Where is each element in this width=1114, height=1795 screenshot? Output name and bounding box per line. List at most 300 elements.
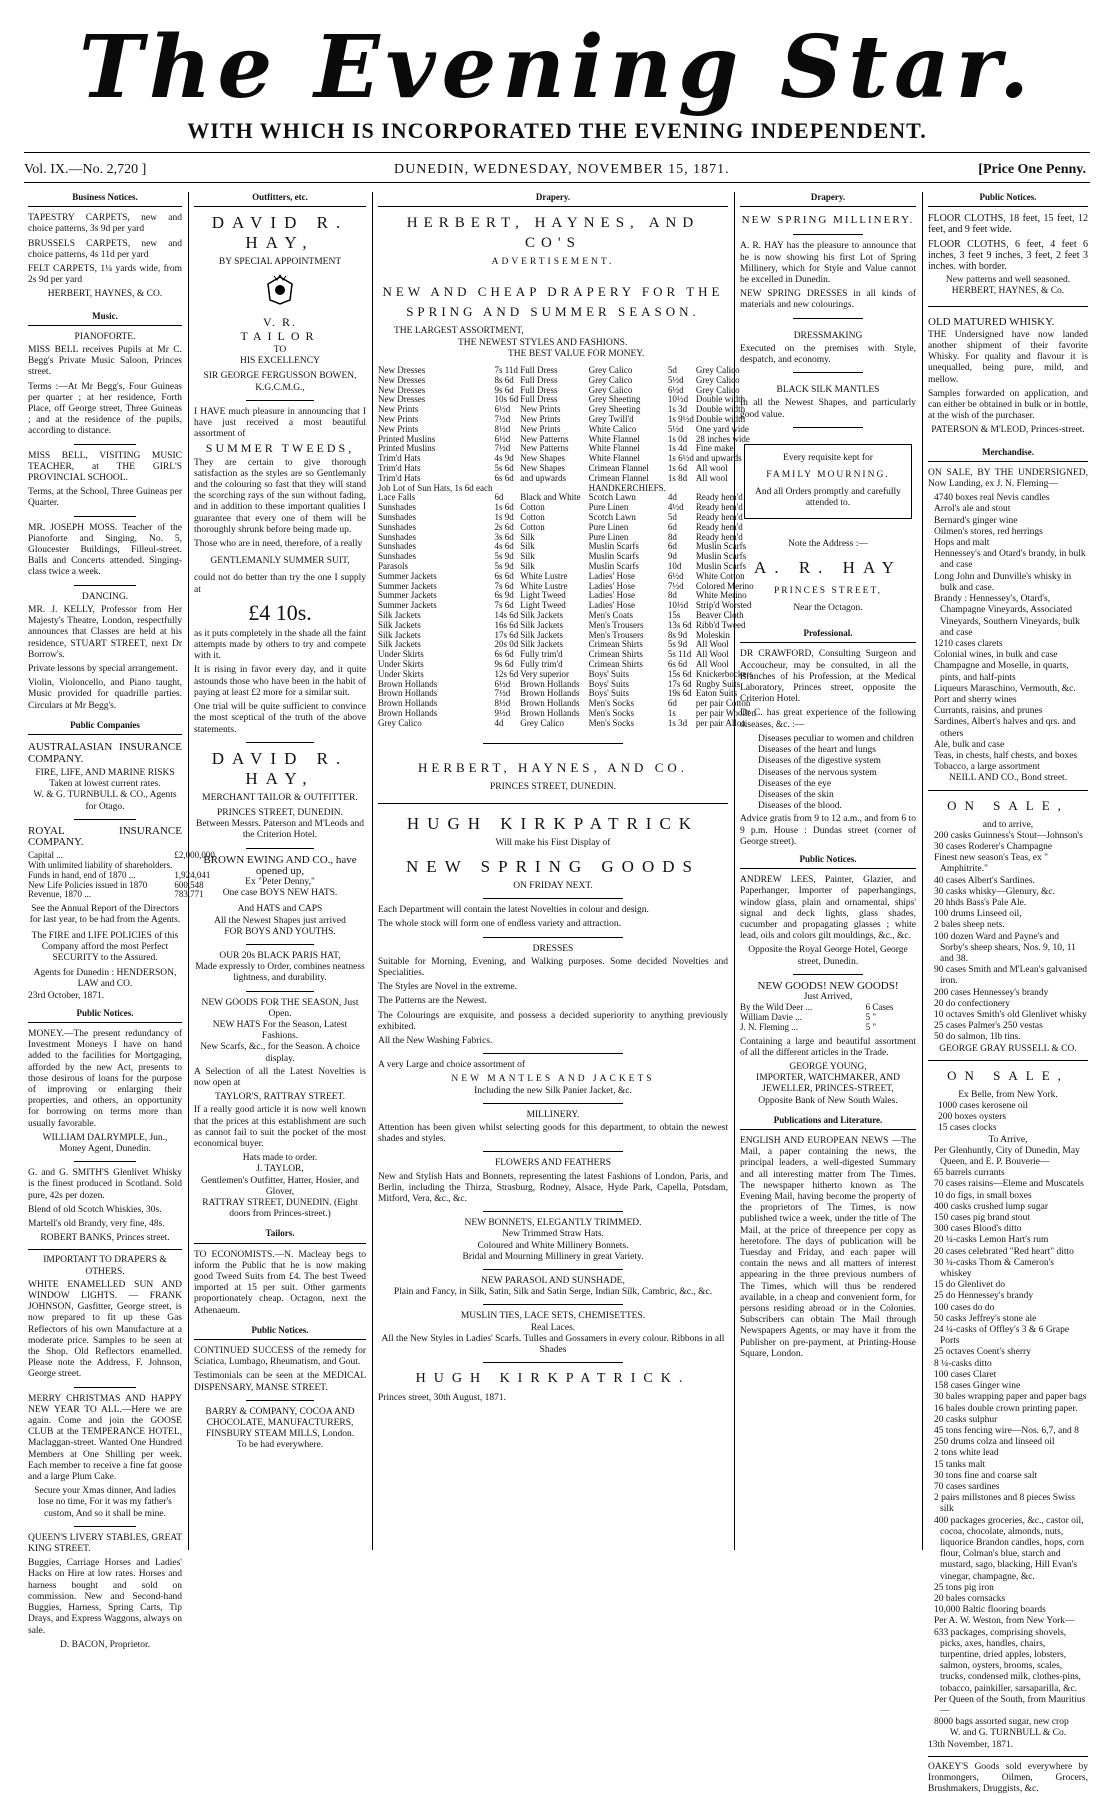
royal-cipher: V. R. — [262, 314, 298, 329]
ad-heading: PIANOFORTE. — [74, 331, 136, 342]
ad-text: THE NEWEST STYLES AND FASHIONS. — [458, 337, 628, 348]
ad-text: Will make his First Display of — [495, 837, 611, 848]
table-cell: 10½d — [667, 394, 689, 405]
table-cell: Cotton — [520, 502, 545, 513]
table-cell: 7s 6d — [494, 580, 514, 591]
table-cell: Silk Jackets — [520, 619, 564, 630]
table-cell: Trim'd Hats — [378, 453, 421, 464]
divider — [483, 1362, 623, 1363]
table-cell: Ready hem'd — [695, 521, 743, 532]
ad-text: Including the new Silk Panier Jacket, &c. — [474, 1085, 632, 1096]
table-cell: 1s — [667, 707, 676, 718]
ad-heading: FLOWERS AND FEATHERS — [494, 1158, 612, 1169]
table-cell: Silk Jackets — [378, 609, 421, 620]
table-cell: Brown Hollands — [378, 678, 438, 689]
list-item: 25 octaves Coent's sherry — [934, 1347, 1031, 1358]
divider — [74, 1387, 136, 1388]
table-cell: White Merino — [695, 590, 747, 601]
table-cell: Silk — [520, 541, 535, 552]
table-cell: 6s 6d — [494, 649, 514, 660]
table-cell: Ribb'd Tweed — [695, 619, 746, 630]
ad-text: New and Stylish Hats and Bonnets, representing the latest Fashions of London, Paris, and Berlin, including the Thirza, Strasburg, Rodney, Alsace, Hyde Park, Capella, Potsdam, Mitford, Vera, &c., &c. — [378, 1171, 728, 1204]
advertiser-signature: HUGH KIRKPATRICK. — [415, 1371, 691, 1387]
column-2 — [194, 190, 366, 1550]
list-item: 4740 boxes real Nevis candles — [934, 493, 1050, 504]
list-item: 2 bales sheep nets. — [934, 920, 1005, 931]
table-cell: Men's Socks — [588, 717, 634, 728]
table-cell: 1s 6d — [494, 502, 514, 513]
painter-ad: ANDREW LEES, Painter, Glazier, and Paperhanger, Importer of paperhangings, window glass, plain and ornamental, ships' signal and deck lights, glass shades, cucumber and propagating glasses ; white lead, oils and colors gilt mouldings, &c., &c. — [740, 875, 916, 942]
whisky-ad: Samples forwarded on application, and can either be obtained in bulk or in bottle, at the wish of the purchaser. — [928, 388, 1088, 422]
ad-heading: DAVID R. HAY, — [211, 213, 349, 253]
divider — [483, 898, 623, 899]
dateline-rule — [24, 182, 1090, 183]
merchandise-list — [938, 1101, 1088, 1135]
list-item: Per A. W. Weston, from New York— — [934, 1616, 1075, 1627]
divider — [928, 790, 1088, 791]
music-ad: Terms :—At Mr Begg's, Four Guineas per quarter ; at her residence, Forth Place, off George street, Three Guineas ; and at the residence of the pupils, according to distance. — [28, 381, 182, 437]
table-cell: Brown Hollands — [520, 707, 580, 718]
dancing-ad: Violin, Violoncello, and Piano taught, Music provided for quadrille parties. Circulars at Mr Begg's. — [28, 678, 182, 711]
table-cell: and upwards — [695, 453, 742, 464]
table-cell: White Flannel — [588, 453, 640, 464]
whisky-ad: Blend of old Scotch Whiskies, 30s. — [28, 1204, 162, 1215]
list-item: Per Glenhuntly, City of Dunedin, May Queen, and E. P. Bouverie— — [934, 1145, 1080, 1168]
list-item: Tobacco, a large assortment — [934, 762, 1040, 773]
news-ad: ENGLISH AND EUROPEAN NEWS —The Mail, a paper containing the news, the principal leaders, a well-digested Summary and all interesting matter from The Times. The newspaper hitherto known as The Evening Mail, having become the property of the proprietors of The Times, is now published twice a week, under the title of The Mail, at the price of threepence per copy as heretofore. The days of publication will be Tuesday and Friday, and each paper will contain the news and all matters of interest appearing in the three previous numbers of The Times, which will thus be rendered available, in a cheap and convenient form, for persons residing abroad or in the Colonies. Subscribers can obtain The Mail through Newspapers Agents, or may have it from the Publisher on pre-payment, at Printing-House Square, London. — [740, 1135, 916, 1359]
table-cell: Brown Hollands — [378, 707, 438, 718]
section-heading: Music. — [28, 309, 182, 326]
ad-text: Those who are in need, therefore, of a really — [194, 539, 363, 550]
list-item: Liqueurs Maraschino, Vermouth, &c. — [934, 683, 1076, 694]
issue-date: DUNEDIN, WEDNESDAY, NOVEMBER 15, 1871. — [394, 162, 730, 177]
table-cell: 10s 6d — [494, 394, 519, 405]
price-list-left — [378, 366, 583, 728]
table-cell: Trim'd Hats — [378, 472, 421, 483]
table-row — [589, 719, 758, 729]
ad-text: Ex Belle, from New York. — [958, 1089, 1058, 1100]
ad-heading: FAMILY MOURNING. — [766, 470, 890, 481]
section-heading: Public Notices. — [928, 190, 1088, 207]
table-cell: Summer Jackets — [378, 580, 437, 591]
table-cell: HANDKERCHIEFS. — [588, 482, 666, 493]
list-item: 45 tons fencing wire—Nos. 6,7, and 8 — [934, 1425, 1079, 1436]
table-cell: Men's Trousers — [588, 619, 644, 630]
divider — [74, 1526, 136, 1527]
list-item: Hops and malt — [934, 538, 990, 549]
table-cell: 9s 6d — [494, 658, 514, 669]
table-cell: Silk — [520, 531, 535, 542]
table-cell: Grey Sheeting — [588, 404, 641, 415]
music-ad: MR. JOSEPH MOSS. Teacher of the Pianoforte and Singing, No. 5, Gloucester Buildings, Filleul-street. Balls and Concerts attended. Singing-class twice a week. — [28, 522, 182, 578]
table-cell: Brown Hollands — [520, 688, 580, 699]
table-cell: 15s — [667, 609, 681, 620]
table-cell: 6d — [667, 521, 677, 532]
ad-text: THE BEST VALUE FOR MONEY. — [508, 348, 645, 359]
table-cell: Knickerbockers — [695, 668, 753, 679]
table-cell: 7s 11d — [494, 365, 518, 376]
table-cell: 6½d — [494, 678, 511, 689]
table-cell: Crimean Shirts — [588, 649, 643, 660]
table-cell: Strip'd Worsted — [695, 600, 752, 611]
ad-heading: GENTLEMANLY SUMMER SUIT, — [210, 556, 350, 567]
list-item: 200 boxes oysters — [938, 1112, 1007, 1123]
list-item: 2 pairs millstones and 8 pieces Swiss silk — [934, 1493, 1075, 1515]
ad-heading: ON SALE, — [947, 797, 1069, 813]
music-ad: MISS BELL receives Pupils at Mr C. Begg's Private Music Saloon, Princes street. — [28, 345, 182, 378]
advertiser-signature: PATERSON & M'LEOD, Princes-street. — [931, 425, 1085, 436]
table-cell: Brown Hollands — [378, 698, 438, 709]
section-heading: Business Notices. — [28, 190, 182, 207]
table-cell: 1s 8d — [667, 472, 688, 483]
table-cell: 2s 6d — [494, 521, 514, 532]
table-cell: Full Dress — [520, 384, 558, 395]
doctor-ad: Dr C. has great experience of the following diseases, &c. :— — [740, 708, 916, 730]
table-cell: 20s 0d — [494, 639, 519, 650]
table-cell: Lace Falls — [378, 492, 416, 503]
ad-date: 23rd October, 1871. — [28, 990, 105, 1001]
newspaper-title: The Evening Star. — [78, 17, 1036, 118]
ad-heading: NEW SPRING MILLINERY. — [741, 214, 915, 227]
ad-text: Attention has been given whilst selecting goods for this department, to obtain the newest shades and styles. — [378, 1122, 728, 1145]
divider — [483, 1103, 623, 1104]
table-cell: Men's Socks — [588, 698, 634, 709]
divider — [246, 991, 315, 992]
list-item: Teas, in chests, half chests, and boxes — [934, 750, 1078, 761]
list-item: 250 drums colza and linseed oil — [934, 1437, 1055, 1448]
table-cell: Silk Jackets — [520, 629, 564, 640]
whisky-ad: Martell's old Brandy, very fine, 48s. — [28, 1219, 165, 1229]
table-cell: White Flannel — [588, 443, 640, 454]
ad-date: 13th November, 1871. — [928, 1739, 1014, 1750]
stables-ad: Buggies, Carriage Horses and Ladies' Hacks on Hire at low rates. Horses and harness bought and sold on commission. New and Second-hand Buggies, Harness, Spring Carts, Tip Drays, and Express Waggons, always on sale. — [28, 1558, 182, 1636]
ad-text: A very Large and choice assortment of — [378, 1060, 526, 1071]
masthead — [0, 0, 1114, 190]
table-cell: and upwards — [520, 472, 567, 483]
table-cell: 9s 6d — [494, 384, 514, 395]
list-item: 16 bales double crown printing paper. — [934, 1403, 1078, 1414]
table-cell: Muslin Scarfs — [695, 560, 747, 571]
table-cell: 4d — [494, 717, 504, 728]
table-cell: 1s 6d — [667, 462, 688, 473]
ad-text: Suitable for Morning, Evening, and Walking purposes. Some decided Novelties and Specialities. — [378, 956, 728, 978]
list-item: 15 cases clocks — [938, 1123, 997, 1134]
ad-text: New Scarfs, &c., for the Season. A choice display. — [200, 1042, 360, 1064]
disease-list — [758, 734, 916, 812]
table-cell: 5d — [667, 511, 677, 522]
table-cell: Men's Trousers — [588, 629, 644, 640]
table-cell: Grey Calico — [588, 374, 633, 385]
table-cell: Silk Jackets — [520, 609, 564, 620]
ad-text: They are certain to give thorough satisfaction as the styles are so Gentlemanly and the colouring so fast that they will stand the scorching rays of the sun without fading, and in addition to these important qualities I guarantee that every one of them will be thoroughly shrunk before being made up. — [194, 457, 366, 535]
ad-text: and to arrive, — [982, 819, 1034, 830]
list-item: 30 tons fine and coarse salt — [934, 1470, 1038, 1481]
shipment-row: William Davie ... 5 " — [740, 1011, 877, 1022]
list-item: 8 ¼-casks ditto — [934, 1358, 992, 1369]
ad-text: A Selection of all the Latest Novelties is now open at — [194, 1066, 366, 1088]
table-cell: Silk — [520, 560, 535, 571]
table-cell: 5½d — [667, 374, 684, 385]
table-cell: 8½d — [494, 423, 511, 434]
table-cell: White Flannel — [588, 433, 640, 444]
list-item: 100 cases Claret — [934, 1369, 997, 1380]
advertiser-signature: WILLIAM DALRYMPLE, Jun., Money Agent, Dunedin. — [42, 1132, 168, 1154]
figure-row: New Life Policies issued in 1870 600,548 — [28, 879, 204, 890]
ad-text: The Patterns are the Newest. — [378, 996, 487, 1007]
divider — [246, 742, 315, 743]
ad-text: To Arrive, — [988, 1134, 1028, 1145]
ad-heading: DRESSES — [532, 943, 574, 954]
ad-text: The Colourings are exquisite, and possess a decided superiority to anything previously exhibited. — [378, 1010, 728, 1032]
ad-heading: NEW GOODS! NEW GOODS! — [757, 979, 899, 992]
ad-heading: NEW PARASOL AND SUNSHADE, — [481, 1275, 625, 1286]
table-cell: New Prints — [378, 423, 419, 434]
section-heading: Merchandise. — [928, 445, 1088, 462]
money-ad: MONEY.—The present redundancy of Investment Moneys I have on hand added to the facilities for Mortgaging, afforded by the new Act, presents to those desirous of loans for the purpose of improving or enlarging their properties, and others, an opportunity for borrowing on terms more than usually favorable. — [28, 1028, 182, 1129]
advertiser-signature: ROBERT BANKS, Princes street. — [40, 1233, 170, 1244]
cocoa-ad: To be had everywhere. — [236, 1440, 324, 1451]
ad-text: Made expressly to Order, combines neatness lightness, and durability. — [195, 962, 365, 984]
list-item: Colonial wines, in bulk and case — [934, 650, 1058, 661]
table-cell: Double width — [695, 394, 746, 405]
dancing-ad: Private lessons by special arrangement. — [28, 663, 178, 674]
table-cell: 4d — [667, 492, 677, 503]
table-cell: Boys' Suits — [588, 678, 629, 689]
ad-heading: A. R. HAY — [754, 557, 902, 577]
table-cell: New Prints — [378, 404, 419, 415]
carpet-ad: FELT CARPETS, 1¼ yards wide, from 2s 9d per yard — [28, 264, 182, 286]
table-cell: Grey Calico — [588, 365, 633, 376]
section-heading: Public Notices. — [28, 1006, 182, 1023]
cocoa-ad: FINSBURY STEAM MILLS, London. — [205, 1429, 355, 1440]
table-cell: 1s 9d — [494, 511, 514, 522]
table-cell: 10½d — [667, 600, 689, 611]
table-cell: 6s 6d — [494, 472, 514, 483]
section-heading: Tailors. — [194, 1226, 366, 1243]
figure-row: Capital ... £2,000,000 — [28, 850, 215, 861]
table-cell: Job Lot of Sun Hats, 1s 6d each — [378, 482, 493, 493]
table-cell: Ladies' Hose — [588, 570, 635, 581]
divider — [28, 1249, 182, 1250]
ad-text: NEW SPRING DRESSES in all kinds of materials and new colourings. — [740, 289, 916, 311]
table-cell: All Wool — [695, 639, 729, 650]
table-cell: New Prints — [520, 404, 561, 415]
table-cell: 1s 4d — [667, 443, 688, 454]
table-cell: Muslin Scarfs — [695, 551, 747, 562]
list-item: Hennessey's and Otard's brandy, in bulk and case — [934, 549, 1086, 571]
table-cell: Brown Hollands — [520, 698, 580, 709]
divider — [483, 1211, 623, 1212]
table-cell: Black and White — [520, 492, 581, 503]
table-cell: 8d — [667, 590, 677, 601]
list-item: 15 do Glenlivet do — [934, 1280, 1005, 1291]
list-item: Long John and Dunville's whisky in bulk and case. — [934, 571, 1072, 593]
divider — [793, 372, 863, 373]
table-cell: 1s 3d — [667, 404, 688, 415]
ad-heading: SUMMER TWEEDS, — [205, 441, 355, 456]
list-item: Diseases of the heart and lungs — [758, 745, 876, 756]
ad-heading: NEW AND CHEAP DRAPERY FOR THE SPRING AND SUMMER SEASON. — [382, 284, 724, 320]
insurance-ad: FIRE, LIFE, AND MARINE RISKS Taken at lowest current rates. — [35, 767, 175, 790]
column-divider — [372, 192, 373, 1550]
divider — [74, 585, 136, 586]
list-item: 20 casks sulphur — [934, 1414, 998, 1425]
table-cell: 1s 6½d — [667, 453, 694, 464]
ad-text: Bridal and Mourning Millinery in great Variety. — [462, 1251, 644, 1262]
list-item: 100 cases do do — [934, 1302, 995, 1313]
table-cell: Crimean Shirts — [588, 639, 643, 650]
table-cell: Ladies' Hose — [588, 590, 635, 601]
table-cell: Pure Linen — [588, 521, 629, 532]
divider — [793, 974, 863, 975]
ad-text: Near the Octagon. — [793, 603, 863, 614]
list-item: 100 drums Linseed oil, — [934, 909, 1022, 920]
table-cell: 6d — [494, 492, 504, 503]
table-cell: 17s 6d — [667, 678, 692, 689]
trade-name: TAILOR — [240, 328, 320, 343]
oakey-ad: OAKEY'S Goods sold everywhere by Ironmongers, Oilmen, Grocers, Brushmakers, Druggists, &c. — [928, 1761, 1088, 1795]
table-cell: Sunshades — [378, 502, 416, 513]
ad-heading: BLACK SILK MANTLES — [776, 385, 880, 396]
table-cell: Grey Calico — [520, 717, 564, 728]
table-cell: Summer Jackets — [378, 590, 437, 601]
column-5 — [928, 190, 1088, 1795]
ad-heading: ON SALE, BY THE UNDERSIGNED, Now Landing, ex J. N. Fleming— — [928, 467, 1088, 490]
table-cell: 6s 6d — [494, 570, 514, 581]
table-cell: 1s 9½d — [667, 414, 694, 424]
ad-text: as it puts completely in the shade all the faint attempts made by others to try and compete with it. — [194, 628, 366, 662]
list-item: 2 tons white lead — [934, 1448, 999, 1459]
table-cell: New Shapes — [520, 462, 566, 473]
table-cell: Sunshades — [378, 531, 416, 542]
list-item: Per Queen of the South, from Mauritius— — [934, 1694, 1086, 1716]
advertiser-signature: W. and G. TURNBULL & Co. — [949, 1728, 1067, 1739]
ad-heading: DAVID R. HAY, — [211, 748, 349, 788]
table-cell: Silk Jackets — [378, 639, 421, 650]
list-item: 400 packages groceries, &c., castor oil, cocoa, chocolate, almonds, nuts, liquorice Brandon candles, hops, corn flour, Colman's blue, starch and mustard, sago, blacking, Hill Evan's vinegar, champagne, &c. — [934, 1515, 1085, 1582]
divider — [74, 1161, 136, 1162]
table-cell: New Shapes — [520, 453, 566, 464]
divider — [928, 306, 1088, 307]
table-cell: 1s 0d — [667, 433, 688, 444]
ad-text: FOR BOYS AND YOUTHS. — [224, 926, 336, 937]
ad-text: ADVERTISEMENT. — [491, 257, 615, 268]
ad-text: Between Messrs. Paterson and M'Leods and the Criterion Hotel. — [196, 819, 364, 841]
ad-text: TO — [273, 345, 287, 356]
table-cell: 17s 6d — [494, 629, 519, 640]
list-item: 50 do salmon, 1lb tins. — [934, 1032, 1021, 1043]
doctor-ad: DR CRAWFORD, Consulting Surgeon and Accoucheur, may be consulted, in all the Branches of his Profession, at the Medical Laboratory, Princes street, opposite the Criterion Hotel. — [740, 649, 916, 705]
table-cell: 6d — [667, 698, 677, 709]
ad-text: One case BOYS NEW HATS. — [222, 888, 338, 899]
ad-heading: ON SALE, — [947, 1067, 1069, 1083]
ad-heading: ROYAL INSURANCE COMPANY. — [28, 824, 182, 848]
table-cell: 8s 6d — [494, 374, 514, 385]
divider — [928, 1756, 1088, 1757]
royal-arms-icon — [194, 274, 366, 310]
table-cell: 8d — [667, 531, 677, 542]
list-item: 70 cases sardines — [934, 1481, 1000, 1492]
table-cell: Summer Jackets — [378, 570, 437, 581]
list-item: Diseases of the blood. — [758, 801, 842, 812]
list-item: 15 tanks malt — [934, 1459, 986, 1470]
table-cell: Men's Coats — [588, 609, 633, 620]
table-cell: 12s 6d — [494, 668, 519, 679]
appointment-line: BY SPECIAL APPOINTMENT — [218, 257, 342, 268]
ad-text: Coloured and White Millinery Bonnets. — [477, 1240, 629, 1251]
table-cell: 4½d — [667, 502, 684, 513]
list-item: 30 casks whisky—Glenury, &c. — [934, 886, 1056, 897]
table-cell: Brown Hollands — [378, 688, 438, 699]
ad-text: SIR GEORGE FERGUSSON BOWEN, K.G.C.M.G., — [203, 371, 357, 393]
ad-heading: AUSTRALASIAN INSURANCE COMPANY. — [28, 740, 182, 765]
table-cell: Sunshades — [378, 511, 416, 522]
ad-text: And all Orders promptly and carefully attended to. — [755, 487, 901, 509]
ad-heading: BROWN EWING AND CO., have opened up, — [203, 853, 357, 877]
insurance-ad: Agents for Dunedin : HENDERSON, LAW and CO. — [33, 968, 177, 990]
music-ad: Terms, at the School, Three Guineas per Quarter. — [28, 487, 182, 509]
table-cell: Scotch Lawn — [588, 511, 636, 522]
list-item: 633 packages, comprising shovels, picks, axes, handles, chairs, turpentine, dried apples, lobsters, salmon, oysters, brooms, scales, trucks, condensed milk, clothes-pins, tobacco, painkiller, sarsaparilla, &c. — [934, 1627, 1081, 1694]
ad-heading: TAYLOR'S, RATTRAY STREET. — [214, 1092, 346, 1103]
table-cell: Ready hem'd — [695, 531, 743, 542]
ad-text: Real Laces. — [530, 1322, 576, 1333]
table-cell: 9½d — [494, 707, 511, 718]
list-item: 24 ¼-casks of Offley's 3 & 6 Grape Ports — [934, 1325, 1070, 1347]
table-cell: New Patterns — [520, 433, 569, 444]
doctor-ad: Advice gratis from 9 to 12 a.m., and from 6 to 9 p.m. House : Dundas street (corner of George street). — [740, 814, 916, 847]
table-cell: White Lustre — [520, 570, 568, 581]
table-cell: 28 inches wide — [695, 433, 750, 444]
remedy-ad: CONTINUED SUCCESS of the remedy for Sciatica, Lumbago, Rheumatism, and Gout. — [194, 1346, 366, 1368]
figure-row: Funds in hand, end of 1870 ... 1,924,041 — [28, 869, 211, 880]
table-cell: Muslin Scarfs — [588, 551, 639, 562]
insurance-ad: The FIRE and LIFE POLICIES of this Company afford the most Perfect SECURITY to the Assured. — [31, 930, 179, 963]
table-cell: Light Tweed — [520, 590, 566, 601]
divider — [74, 819, 136, 820]
advertiser-signature: NEILL AND CO., Bond street. — [948, 773, 1068, 784]
ad-heading: DRESSMAKING — [793, 330, 863, 341]
list-item: Diseases of the nervous system — [758, 767, 877, 778]
section-heading: Outfitters, etc. — [194, 190, 366, 207]
list-item: Oilmen's stores, red herrings — [934, 526, 1043, 537]
list-item: 200 cases Hennessey's brandy — [934, 987, 1049, 998]
carpet-ad: BRUSSELS CARPETS, new and choice patterns, 4s 11d per yard — [28, 238, 182, 260]
divider — [483, 937, 623, 938]
column-4 — [740, 190, 916, 1550]
table-cell: Printed Muslins — [378, 433, 436, 444]
list-item: Diseases peculiar to women and children — [758, 733, 914, 744]
list-item: 30 bales wrapping paper and paper bags — [934, 1392, 1087, 1403]
table-cell: Double width — [695, 404, 746, 415]
ad-text: A. R. HAY has the pleasure to announce that he is now showing his first Lot of Spring Millinery, which for Style and Value cannot be excelled in Dunedin. — [740, 241, 916, 286]
table-cell: Pure Linen — [588, 502, 629, 513]
table-cell: Very superior — [520, 668, 570, 679]
table-cell: New Dresses — [378, 374, 426, 385]
ad-text: All the Newest Shapes just arrived — [214, 915, 346, 926]
list-item: 400 casks crushed lump sugar — [934, 1201, 1048, 1212]
table-cell: 8½d — [494, 698, 511, 709]
list-item: Champagne and Moselle, in quarts, pints, and half-pints — [934, 661, 1069, 683]
table-cell: Crimean Flannel — [588, 472, 649, 483]
ad-text: Containing a large and beautiful assortment of all the different articles in the Trade. — [740, 1036, 916, 1058]
gas-ad: WHITE ENAMELLED SUN AND WINDOW LIGHTS. — FRANK JOHNSON, Gasfitter, George street, is now prepared to fit up these Gas Reflectors of his own Manufacture at a moderate price. Samples to be seen at the Shop. Old Reflectors enamelled. Please note the Address, F. Johnson, George street. — [28, 1279, 182, 1380]
price-list-right — [589, 366, 758, 728]
painter-ad: Opposite the Royal George Hotel, George street, Dunedin. — [748, 945, 908, 967]
list-item: 65 barrels currants — [934, 1168, 1005, 1179]
ad-text: If a really good article it is now well known that the prices at this establishment are such as cannot fail to suit the pocket of the most economical buyer. — [194, 1105, 366, 1149]
list-item: 30 cases Roderer's Champagne — [934, 841, 1053, 852]
